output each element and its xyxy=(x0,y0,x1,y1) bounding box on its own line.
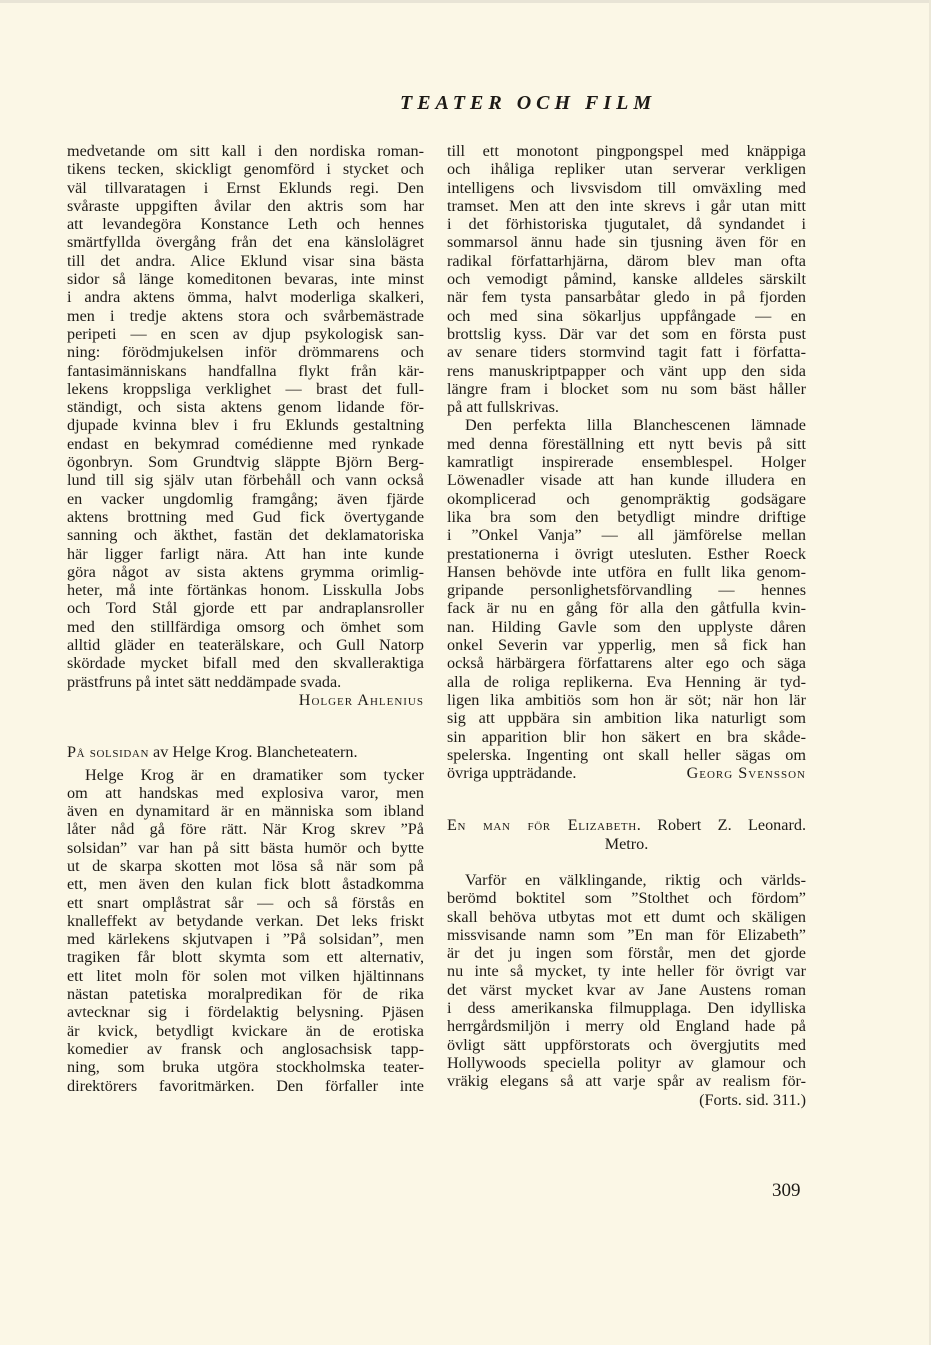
text-line: gripande personlighetsförvandling — hennes xyxy=(447,581,806,600)
text-line: ett, men även den kulan fick blott åstadkomma xyxy=(67,875,424,894)
text-line: ständigt, och sista aktens genom lidande för- xyxy=(67,398,424,417)
text-line: till ett monotont pingpongspel med knäppiga xyxy=(447,142,806,160)
text-line: tikens tecken, skickligt genomförd i stycket och xyxy=(67,160,424,179)
text-line: Den perfekta lilla Blanchescenen lämnade xyxy=(465,416,806,435)
text-line: radikal författarhjärna, därom blev man ofta xyxy=(447,251,806,270)
review-pa-solsidan-para1 xyxy=(447,142,806,416)
heading-details: . Robert Z. Leonard. xyxy=(636,816,806,835)
text-line: med den stillfärdiga omsorg och ömhet som xyxy=(67,617,424,636)
text-line: fack är nu en gång för alla den gåtfulla kvin- xyxy=(447,599,806,618)
text-line: om att handskas med explosiva varor, men xyxy=(67,783,424,802)
text-line: Löwenadler visade att han kunde illudera en xyxy=(447,471,806,490)
text-line: fantasimänniskans handfallna flykt från kär- xyxy=(67,361,424,380)
text-line: tragiken får blott skymta som ett alternativ, xyxy=(67,948,424,967)
text-line: det värst mycket kvar av Jane Austens roman xyxy=(447,980,806,999)
text-line: och vemodigt påmind, kanske alldeles särskilt xyxy=(447,270,806,289)
text-line: lund till sig själv utan förbehåll och vann också xyxy=(67,471,424,490)
gap xyxy=(447,853,806,871)
text-line: i dess amerikanska filmupplaga. Den idylliska xyxy=(447,999,806,1018)
text-line: prästfruns på intet sätt neddämpade svada. xyxy=(67,672,342,691)
text-line: kamratligt inspirerade ensemblespel. Holger xyxy=(447,453,806,472)
text-line: även en dynamitard är en människa som ibland xyxy=(67,802,424,821)
text-line: Varför en välklingande, riktig och världs- xyxy=(465,870,806,889)
text-line: låter nåd gå före rätt. När Krog skrev ”På xyxy=(67,820,424,839)
text-line: tramset. Men att den inte skrevs i går utan mitt xyxy=(447,196,806,215)
text-line: onkel Severin var ypperlig, men så fick han xyxy=(447,636,806,655)
text-line: och med sina sökarljus uppfångade — en xyxy=(447,306,806,325)
text-line: vräkig elegans så att varje spår av realism för- xyxy=(447,1072,806,1091)
text-line: peripeti — en scen av djup psykologisk san- xyxy=(67,324,424,343)
text-line: nan. Hilding Gavle som den upplyste dåren xyxy=(447,617,806,636)
text-line: direktörers favoritmärken. Den förfaller inte xyxy=(67,1076,424,1095)
text-line: intelligens och livsvisdom till omväxling med xyxy=(447,178,806,197)
text-line: sommarsol ännu hade sin tjusning även för en xyxy=(447,233,806,252)
left-column xyxy=(67,142,424,1095)
text-line: lika bra som den betydligt mindre driftige xyxy=(447,507,806,526)
text-line: sanning och äkthet, fastän det deklamatoriska xyxy=(67,526,424,545)
right-column xyxy=(447,142,806,1109)
text-line: av senare tiders stormvind tagit fatt i författa- xyxy=(447,343,806,362)
text-line: alla de roliga replikerna. Eva Henning är tyd- xyxy=(447,672,806,691)
text-line: göra något av sista aktens grymma orimlig- xyxy=(67,562,424,581)
text-line: i det förhistoriska tjugutalet, då syndandet i xyxy=(447,215,806,234)
text-line: övligt sätt uppförstorats och övergjutits med xyxy=(447,1035,806,1054)
text-line: längre fram i blocket som nu som bäst håller xyxy=(447,379,806,398)
text-line: väl tillvaratagen i Ernst Eklunds regi. Den xyxy=(67,178,424,197)
text-line: och Tord Stål gjorde ett par andraplansroller xyxy=(67,599,424,618)
review-holger-ahlenius-end xyxy=(67,142,424,691)
text-line: med kärlekens skjutvapen i ”På solsidan”, men xyxy=(67,930,424,949)
text-line: och ihåliga repliker utan serverar verkligen xyxy=(447,160,806,179)
text-line: knalleffekt av betydande verkan. Det leks friskt xyxy=(67,911,424,930)
closing-line-with-signature xyxy=(447,764,806,782)
text-line: Hansen behövde inte utföra en fullt lika genom- xyxy=(447,562,806,581)
text-line: sidor så länge komeditonen bevaras, inte minst xyxy=(67,270,424,289)
text-line: heter, må inte förtänkas honom. Lisskulla Jobs xyxy=(67,581,424,600)
text-line: skördade mycket bifall med den skvalleraktiga xyxy=(67,654,424,673)
text-line: också härbärgera författarens alter ego och säga xyxy=(447,654,806,673)
review-heading-pa-solsidan xyxy=(67,743,424,761)
text-line: när fem tysta pansarbåtar gledo in på fjorden xyxy=(447,288,806,307)
heading-details: av Helge Krog. Blancheteatern. xyxy=(149,743,358,762)
section-gap xyxy=(67,709,424,743)
text-line: en vacker ungdomlig framgång; även fjärde xyxy=(67,489,424,508)
signature: Holger Ahlenius xyxy=(298,690,424,709)
text-line: prestationerna i övrigt utesluten. Esther Roeck xyxy=(447,544,806,563)
text-line: till det andra. Alice Eklund visar sina bästa xyxy=(67,251,424,270)
text-line: med denna föreställning ett nytt bevis på sitt xyxy=(447,434,806,453)
text-line: ögonbryn. Som Grundtvig släppte Björn Berg- xyxy=(67,453,424,472)
text-line: alltid gläder en teaterälskare, och Gull Natorp xyxy=(67,636,424,655)
closing-text: övriga uppträdande. xyxy=(447,764,577,783)
text-line: svåraste uppgiften åvilar den aktris som har xyxy=(67,196,424,215)
text-line: i andra aktens ömma, halvt moderliga skalkeri, xyxy=(67,288,424,307)
section-gap xyxy=(447,782,806,816)
text-line: här ligger farligt nära. Att han inte kunde xyxy=(67,544,424,563)
review-pa-solsidan-para2 xyxy=(447,416,806,764)
text-line: rens manuskriptpapper och vänt upp den sida xyxy=(447,361,806,380)
text-line: nästan patetiska moralpredikan för de rika xyxy=(67,985,424,1004)
text-line: komedier av fransk och anglosachsisk tapp- xyxy=(67,1039,424,1058)
text-line: men i tredje aktens stora och svårbemästrade xyxy=(67,306,424,325)
text-line: skall behöva utbytas mot ett dumt och skäligen xyxy=(447,907,806,926)
review-heading-en-man-for-elizabeth xyxy=(447,816,806,834)
text-line: är kvick, betydligt kvickare än de erotiska xyxy=(67,1021,424,1040)
text-line: ning: förödmjukelsen inför drömmarens och xyxy=(67,343,424,362)
text-line: okomplicerad och genompräktig godsägare xyxy=(447,489,806,508)
heading-distributor: Metro. xyxy=(604,834,649,853)
text-line: spelerska. Ingenting ont skall heller sägas om xyxy=(447,745,806,764)
continuation-note: (Forts. sid. 311.) xyxy=(699,1090,806,1109)
running-head: TEATER OCH FILM xyxy=(400,92,657,114)
text-line: i ”Onkel Vanja” — all jämförelse mellan xyxy=(447,526,806,545)
text-line: medvetande om sitt kall i den nordiska roman- xyxy=(67,142,424,160)
text-line: djupade kvinna blev i fru Eklunds gestaltning xyxy=(67,416,424,435)
text-line: aktens brottning med Gud fick övertygande xyxy=(67,507,424,526)
text-line: herrgårdsmiljön i merry old England hade på xyxy=(447,1017,806,1036)
text-line: ett snart omplåstrat sår — och så förstås en xyxy=(67,893,424,912)
text-line: ett litet moln för solen mot vilken hjältinnans xyxy=(67,966,424,985)
text-line: att levandegöra Konstance Leth och hennes xyxy=(67,215,424,234)
page-edge xyxy=(0,0,931,3)
text-line: är det ju ingen som förstår, men det gjorde xyxy=(447,944,806,963)
text-line: endast en bekymrad comédienne med rynkade xyxy=(67,434,424,453)
text-line: lekens kroppsliga verklighet — brast det full- xyxy=(67,379,424,398)
play-title: På solsidan xyxy=(67,743,149,762)
text-line: ut de skarpa skotten mot lösa så när som på xyxy=(67,856,424,875)
text-line: avtecknar sig i fördelaktig belysning. Pjäsen xyxy=(67,1003,424,1022)
text-line: ning, som bruka utgöra stockholmska teater- xyxy=(67,1058,424,1077)
text-line: solsidan” var han på sitt bästa humör och bytte xyxy=(67,838,424,857)
text-line: på att fullskrivas. xyxy=(447,398,559,417)
text-line: smärtfyllda övergång från det ena känslolägret xyxy=(67,233,424,252)
review-en-man-for-elizabeth-body xyxy=(447,871,806,1091)
text-line: Helge Krog är en dramatiker som tycker xyxy=(85,765,424,784)
text-line: sig att uppbära sin ambition lika naturligt som xyxy=(447,709,806,728)
review-pa-solsidan-body xyxy=(67,766,424,1095)
text-line: nu inte så mycket, ty inte heller för övrigt var xyxy=(447,962,806,981)
film-title: En man för Elizabeth xyxy=(447,816,637,835)
signature: Georg Svensson xyxy=(686,764,806,783)
text-line: brottslig kyss. Där var det som en första pust xyxy=(447,324,806,343)
text-line: Hollywoods speciella polityr av glamour och xyxy=(447,1053,806,1072)
text-line: ligen lika ambitiös som hon är söt; när hon lär xyxy=(447,690,806,709)
page-number: 309 xyxy=(772,1180,801,1201)
text-line: sin apparition blir hon säkert en bra skåde- xyxy=(447,727,806,746)
text-line: berömd boktitel som ”Stolthet och fördom” xyxy=(447,889,806,908)
text-line: missvisande namn som ”En man för Elizabeth” xyxy=(447,925,806,944)
